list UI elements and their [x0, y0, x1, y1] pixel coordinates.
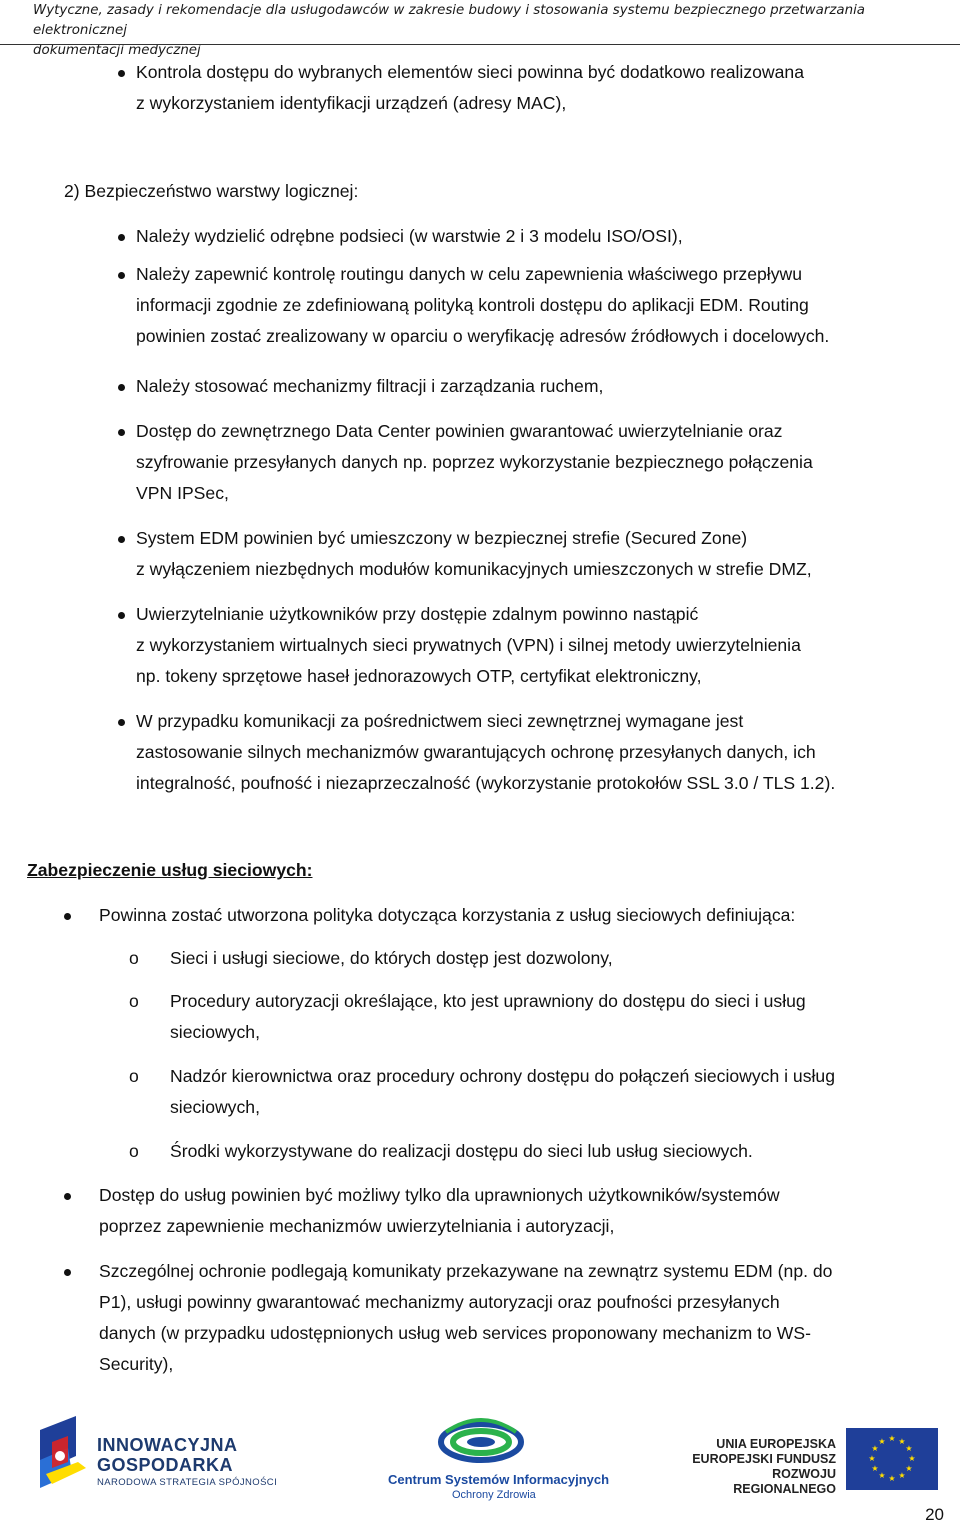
header-title: [33, 1, 938, 61]
sub-item-access-means: Środki wykorzystywane do realizacji dostępu do sieci lub usług sieciowych.: [170, 1141, 753, 1161]
line: Uwierzytelnianie użytkowników przy dostępie zdalnym powinno nastąpić: [136, 604, 699, 624]
bullet-network-policy: Powinna zostać utworzona polityka dotycząca korzystania z usług sieciowych definiująca:: [99, 905, 796, 925]
line: szyfrowanie przesyłanych danych np. poprzez wykorzystanie bezpiecznego połączenia: [136, 452, 813, 472]
line: Dostęp do zewnętrznego Data Center powinien gwarantować uwierzytelnianie oraz: [136, 421, 783, 441]
sub-bullet-marker: o: [129, 1066, 139, 1086]
bullet-external-network: [136, 706, 944, 799]
logo-csi-line1: Centrum Systemów Informacyjnych: [388, 1472, 610, 1487]
header-divider: [0, 44, 960, 45]
bullet-dot: [64, 1269, 71, 1276]
logo-eu-text: [672, 1437, 836, 1497]
innowacyjna-gospodarka-logo-icon: [38, 1416, 90, 1490]
bullet-dot: [118, 234, 125, 241]
line: informacji zgodnie ze zdefiniowaną polityką kontroli dostępu do aplikacji EDM. Routing: [136, 295, 809, 315]
line: powinien zostać zrealizowany w oparciu o weryfikację adresów źródłowych i docelowych.: [136, 326, 830, 346]
line: VPN IPSec,: [136, 483, 229, 503]
line: sieciowych,: [170, 1097, 260, 1117]
line: Dostęp do usług powinien być możliwy tylko dla uprawnionych użytkowników/systemów: [99, 1185, 780, 1205]
bullet-dot: [118, 612, 125, 619]
line: poprzez zapewnienie mechanizmów uwierzytelniania i autoryzacji,: [99, 1216, 615, 1236]
line: zastosowanie silnych mechanizmów gwarantujących ochronę przesyłanych danych, ich: [136, 742, 816, 762]
line: z wyłączeniem niezbędnych modułów komunikacyjnych umieszczonych w strefie DMZ,: [136, 559, 812, 579]
logo-eu-line3: ROZWOJU REGIONALNEGO: [733, 1467, 836, 1496]
bullet-secured-zone: [136, 523, 944, 585]
line: np. tokeny sprzętowe haseł jednorazowych OTP, certyfikat elektroniczny,: [136, 666, 702, 686]
svg-text:★: ★: [905, 1464, 913, 1473]
svg-text:★: ★: [878, 1471, 886, 1480]
page-footer: [0, 1410, 960, 1528]
sub-item-management-oversight: [170, 1061, 944, 1123]
header-title-line2: dokumentacji medycznej: [33, 43, 201, 58]
bullet-dot: [118, 70, 125, 77]
line: Kontrola dostępu do wybranych elementów sieci powinna być dodatkowo realizowana: [136, 62, 804, 82]
svg-text:★: ★: [871, 1444, 879, 1453]
svg-text:★: ★: [888, 1434, 896, 1443]
line: System EDM powinien być umieszczony w bezpiecznej strefie (Secured Zone): [136, 528, 748, 548]
bullet-authorized-access: [99, 1180, 944, 1242]
logo-eu-line2: EUROPEJSKI FUNDUSZ: [692, 1452, 836, 1466]
bullet-dot: [118, 384, 125, 391]
line: P1), usługi powinny gwarantować mechanizmy autoryzacji oraz poufności przesyłanych: [99, 1292, 780, 1312]
header-title-line1: Wytyczne, zasady i rekomendacje dla usługodawców w zakresie budowy i stosowania systemu bezpiecznego przetwarzania elektronicznej: [33, 3, 865, 38]
line: Security),: [99, 1354, 174, 1374]
sub-item-allowed-services: Sieci i usługi sieciowe, do których dostęp jest dozwolony,: [170, 948, 613, 968]
page-number: 20: [925, 1505, 944, 1524]
line: Należy zapewnić kontrolę routingu danych w celu zapewnienia właściwego przepływu: [136, 264, 802, 284]
logo-eu-line1: UNIA EUROPEJSKA: [716, 1437, 836, 1451]
sub-item-authorization-procedures: [170, 986, 944, 1048]
list-item-logical-layer: 2) Bezpieczeństwo warstwy logicznej:: [64, 181, 359, 201]
bullet-subnets: Należy wydzielić odrębne podsieci (w warstwie 2 i 3 modelu ISO/OSI),: [136, 226, 683, 246]
line: Procedury autoryzacji określające, kto jest uprawniony do dostępu do sieci i usług: [170, 991, 806, 1011]
paragraph-mac-control: [136, 57, 944, 119]
svg-text:★: ★: [878, 1437, 886, 1446]
line: z wykorzystaniem identyfikacji urządzeń (adresy MAC),: [136, 93, 567, 113]
sub-bullet-marker: o: [129, 991, 139, 1011]
bullet-dot: [64, 1193, 71, 1200]
page-header: [0, 0, 960, 58]
line: z wykorzystaniem wirtualnych sieci prywatnych (VPN) i silnej metody uwierzytelnienia: [136, 635, 801, 655]
line: Szczególnej ochronie podlegają komunikaty przekazywane na zewnątrz systemu EDM (np. do: [99, 1261, 833, 1281]
bullet-dot: [64, 913, 71, 920]
svg-text:★: ★: [868, 1454, 876, 1463]
svg-text:★: ★: [905, 1444, 913, 1453]
bullet-dot: [118, 272, 125, 279]
section-heading: Zabezpieczenie usług sieciowych:: [27, 860, 313, 880]
svg-text:★: ★: [898, 1437, 906, 1446]
svg-text:★: ★: [871, 1464, 879, 1473]
svg-text:★: ★: [888, 1474, 896, 1483]
line: integralność, poufność i niezaprzeczalność (wykorzystanie protokołów SSL 3.0 / TLS 1.2).: [136, 773, 836, 793]
logo-ig-sub: NARODOWA STRATEGIA SPÓJNOŚCI: [97, 1477, 278, 1488]
svg-text:★: ★: [898, 1471, 906, 1480]
bullet-data-center: [136, 416, 944, 509]
sub-bullet-marker: o: [129, 948, 139, 968]
bullet-dot: [118, 429, 125, 436]
bullet-external-messages: [99, 1256, 944, 1380]
line: Nadzór kierownictwa oraz procedury ochrony dostępu do połączeń sieciowych i usług: [170, 1066, 835, 1086]
logo-ig-line2: GOSPODARKA: [97, 1455, 234, 1475]
line: danych (w przypadku udostępnionych usług web services proponowany mechanizm to WS-: [99, 1323, 811, 1343]
svg-text:★: ★: [908, 1454, 916, 1463]
eu-flag-icon: [846, 1428, 938, 1490]
sub-bullet-marker: o: [129, 1141, 139, 1161]
bullet-dot: [118, 719, 125, 726]
logo-ig-line1: INNOWACYJNA: [97, 1435, 238, 1455]
logo-csi-line2: Ochrony Zdrowia: [452, 1489, 536, 1501]
bullet-routing: [136, 259, 944, 352]
bullet-remote-auth: [136, 599, 944, 692]
bullet-dot: [118, 536, 125, 543]
bullet-traffic-filtering: Należy stosować mechanizmy filtracji i zarządzania ruchem,: [136, 376, 604, 396]
csioz-logo-icon: [436, 1412, 526, 1464]
line: sieciowych,: [170, 1022, 260, 1042]
line: W przypadku komunikacji za pośrednictwem sieci zewnętrznej wymagane jest: [136, 711, 744, 731]
